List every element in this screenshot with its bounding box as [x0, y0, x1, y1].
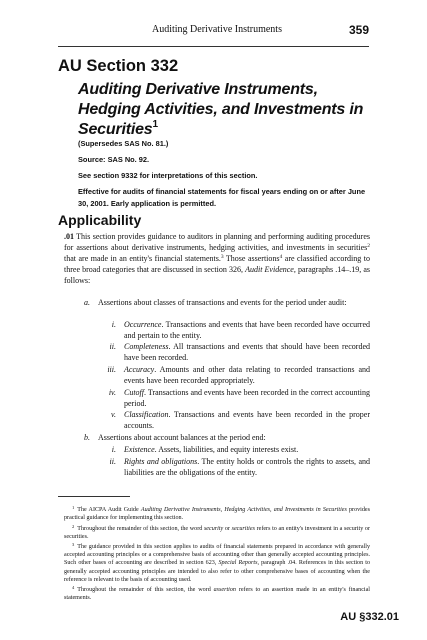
- subitem: [124, 409, 370, 431]
- paragraph-text-a: This section provides guidance to auditors in planning and performing auditing procedures for assertions about derivative instruments, hedging activities, and investments in securities: [64, 232, 370, 252]
- footnote-1: [64, 506, 370, 522]
- list-letter: a.: [84, 298, 90, 307]
- page-number: 359: [348, 23, 369, 37]
- footnote-text: Throughout the remainder of this section, the word: [77, 587, 214, 593]
- subitem-numeral: i.: [111, 320, 116, 329]
- list-letter: b.: [84, 433, 90, 442]
- subitem-text: . Transactions and events that have been recorded have occurred and pertain to the entity.: [124, 320, 370, 340]
- running-header: [58, 24, 369, 40]
- footnote-ref-4[interactable]: 4: [279, 254, 283, 260]
- term-security: security: [203, 526, 224, 532]
- subitem-numeral: iii.: [107, 365, 116, 374]
- footnote-text: refers to an assertion made in an entity's financial statements.: [64, 587, 370, 602]
- subitem: [124, 387, 370, 409]
- subitem-lead: Completeness: [124, 342, 169, 351]
- footnote-ref-3[interactable]: 3: [220, 254, 224, 260]
- footnote-marker: 1: [72, 505, 75, 510]
- subitem: [124, 364, 370, 386]
- footnote-text: , paragraph .04. References in this section to generally accepted accounting principles are intended to also refer to other comprehensive bases of accounting when the reference is relevant to the basis of accounting used.: [64, 560, 370, 583]
- subitem: [124, 319, 370, 341]
- subitem-numeral: v.: [111, 410, 116, 419]
- section-label: AU Section 332: [58, 57, 179, 75]
- paragraph-text-d: are classified according to three broad categories that are discussed in section 326,: [64, 254, 370, 274]
- list-item-text: Assertions about account balances at the period end:: [98, 433, 266, 442]
- footnote-4: [64, 586, 370, 602]
- guide-title: Auditing Derivative Instruments, Hedging Activities, and Investments in Securities: [140, 507, 347, 513]
- footnote-text: The AICPA Audit Guide: [77, 507, 141, 513]
- subitem-numeral: iv.: [108, 388, 116, 397]
- footnote-marker: 2: [72, 524, 75, 529]
- paragraph-text-b: that are made in an entity's financial statements.: [64, 254, 221, 263]
- paragraph-text-e: , paragraphs .14–.19, as follows:: [64, 265, 370, 285]
- section-title-text: Auditing Derivative Instruments, Hedging Activities, and Investments in Securities: [78, 81, 364, 138]
- footnote-text: refers to an entity's investment in a security or securities.: [64, 526, 370, 541]
- supersedes-note: (Supersedes SAS No. 81.): [78, 139, 169, 148]
- subitem-text: . Transactions and events have been recorded in the proper accounts.: [124, 410, 370, 430]
- subitem-text: . Assets, liabilities, and equity interests exist.: [154, 445, 299, 454]
- footnote-ref-1[interactable]: 1: [152, 119, 158, 130]
- footnote-3: [64, 543, 370, 584]
- applicability-heading: Applicability: [58, 212, 142, 228]
- list-item-text: Assertions about classes of transactions and events for the period under audit:: [98, 298, 347, 307]
- audit-evidence-title: Audit Evidence: [245, 265, 294, 274]
- subitem-lead: Classification: [124, 410, 169, 419]
- subitem-text: . Transactions and events have been recorded in the correct accounting period.: [124, 388, 370, 408]
- footnote-marker: 3: [72, 542, 75, 547]
- section-reference: AU §332.01: [340, 611, 399, 623]
- subitem: [124, 341, 370, 363]
- effective-note: Effective for audits of financial statements for fiscal years ending on or after June 30, 2001. Early application is permitted.: [78, 187, 366, 208]
- paragraph-01: [64, 231, 370, 286]
- special-reports-title: Special Reports: [218, 560, 258, 567]
- section-title: [78, 80, 368, 140]
- subitem-numeral: ii.: [109, 342, 116, 351]
- footnote-text: Throughout the remainder of this section, the word: [77, 526, 204, 532]
- footnote-text: The guidance provided in this section applies to audits of financial statements prepared in accordance with generally accepted accounting principles or a comprehensive basis of accounting other than generally accepted accounting principles. Such other bases of accounting are described in section 623,: [64, 544, 370, 567]
- footnote-2: [64, 525, 370, 541]
- footnote-rule: [58, 496, 130, 497]
- subitem-numeral: i.: [111, 445, 116, 454]
- subitem-lead: Cutoff: [124, 388, 145, 397]
- term-assertion: assertion: [213, 587, 236, 593]
- header-rule: [58, 46, 369, 47]
- subitem-numeral: ii.: [109, 457, 116, 466]
- subitem-text: . Amounts and other data relating to recorded transactions and events have been recorded appropriately.: [124, 365, 370, 385]
- subitem-lead: Occurrence: [124, 320, 162, 329]
- footnote-text: or: [223, 526, 232, 532]
- subitem-lead: Accuracy: [124, 365, 155, 374]
- paragraph-number: .01: [64, 232, 74, 241]
- running-title: Auditing Derivative Instruments: [152, 24, 282, 35]
- subitem: [124, 444, 370, 455]
- footnote-marker: 4: [72, 585, 75, 590]
- footnote-ref-2[interactable]: 2: [367, 243, 370, 249]
- subitem-text: . All transactions and events that should have been recorded have been recorded.: [124, 342, 370, 362]
- source-note: Source: SAS No. 92.: [78, 155, 150, 164]
- subitem: [124, 456, 370, 478]
- term-securities: securities: [231, 526, 255, 532]
- subitem-text: . The entity holds or controls the rights to assets, and liabilities are the obligations of the entity.: [124, 457, 371, 477]
- subitem-lead: Existence: [124, 445, 155, 454]
- interpretations-note: See section 9332 for interpretations of this section.: [78, 171, 258, 180]
- paragraph-text-c: Those assertions: [223, 254, 280, 263]
- footnote-text: provides practical guidance for implementing this section.: [64, 507, 370, 522]
- subitem-lead: Rights and obligations: [124, 457, 198, 466]
